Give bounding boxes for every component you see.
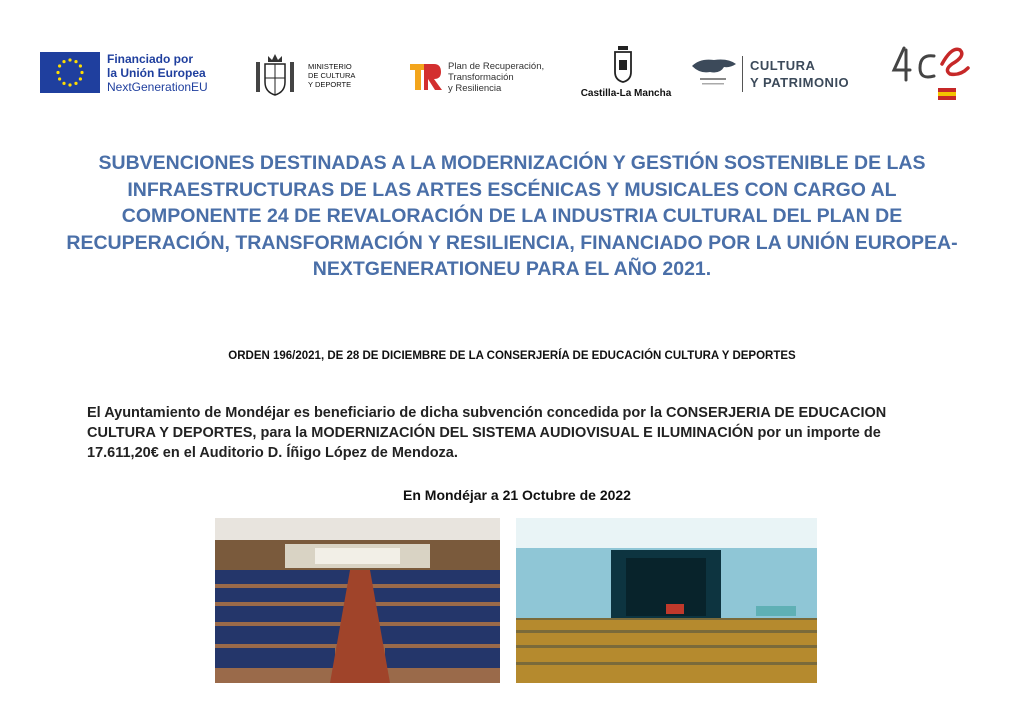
royal-shield-icon: [250, 50, 300, 100]
castle-crest-icon: [612, 44, 634, 84]
cultura-patrimonio-label: [750, 57, 849, 91]
plan-line3: y Resiliencia: [448, 83, 502, 94]
cp-separator: [742, 56, 743, 92]
ministerio-label: [308, 62, 355, 89]
ministerio-line1: MINISTERIO: [308, 62, 352, 71]
eu-funding-label: [107, 52, 208, 94]
tr-logo-icon: [408, 60, 444, 94]
cp-line1: CULTURA: [750, 58, 816, 73]
cp-line2: Y PATRIMONIO: [750, 75, 850, 90]
plan-line1: Plan de Recuperación,: [448, 61, 545, 72]
ministerio-line3: Y DEPORTE: [308, 80, 352, 89]
beneficiary-statement: El Ayuntamiento de Mondéjar es beneficiario de dicha subvención concedida por la CONSERJERIA DE EDUCACION CULTURA Y DEPORTES, para la MODERNIZACIÓN DEL SISTEMA AUDIOVISUAL E ILUMINACIÓN por un importe de 17.611,20€ en el Auditorio D. Íñigo López de Mendoza.: [87, 405, 887, 461]
logo-header: [0, 0, 1024, 110]
auditorium-photo-seats: [215, 518, 500, 683]
place-date: En Mondéjar a 21 Octubre de 2022: [403, 487, 631, 503]
castilla-label: Castilla-La Mancha: [580, 88, 672, 99]
document-title: SUBVENCIONES DESTINADAS A LA MODERNIZACIÓN Y GESTIÓN SOSTENIBLE DE LAS INFRAESTRUCTURAS DE LAS ARTES ESCÉNICAS Y MUSICALES CON CARGO AL COMPONENTE 24 DE REVALORACIÓN DE LA INDUSTRIA CULTURAL DEL PLAN DE RECUPERACIÓN, TRANSFORMACIÓN Y RESILIENCIA, FINANCIADO POR LA UNIÓN EUROPEA-NEXTGENERATIONEU PARA EL AÑO 2021.: [66, 152, 958, 280]
eu-line1: Financiado por: [107, 52, 194, 66]
eu-line2: la Unión Europea: [107, 66, 206, 80]
orden-reference: ORDEN 196/2021, DE 28 DE DICIEMBRE DE LA CONSERJERÍA DE EDUCACIÓN CULTURA Y DEPORTES: [228, 350, 796, 362]
auditorium-photo-stage: [516, 518, 817, 683]
eu-flag-icon: [40, 52, 100, 93]
ministerio-line2: DE CULTURA: [308, 71, 356, 80]
eu-line3: NextGenerationEU: [107, 80, 208, 94]
hat-icon: [690, 52, 740, 92]
40-anniversary-logo: [890, 40, 975, 102]
plan-line2: Transformación: [448, 72, 514, 83]
plan-label: [448, 61, 544, 94]
